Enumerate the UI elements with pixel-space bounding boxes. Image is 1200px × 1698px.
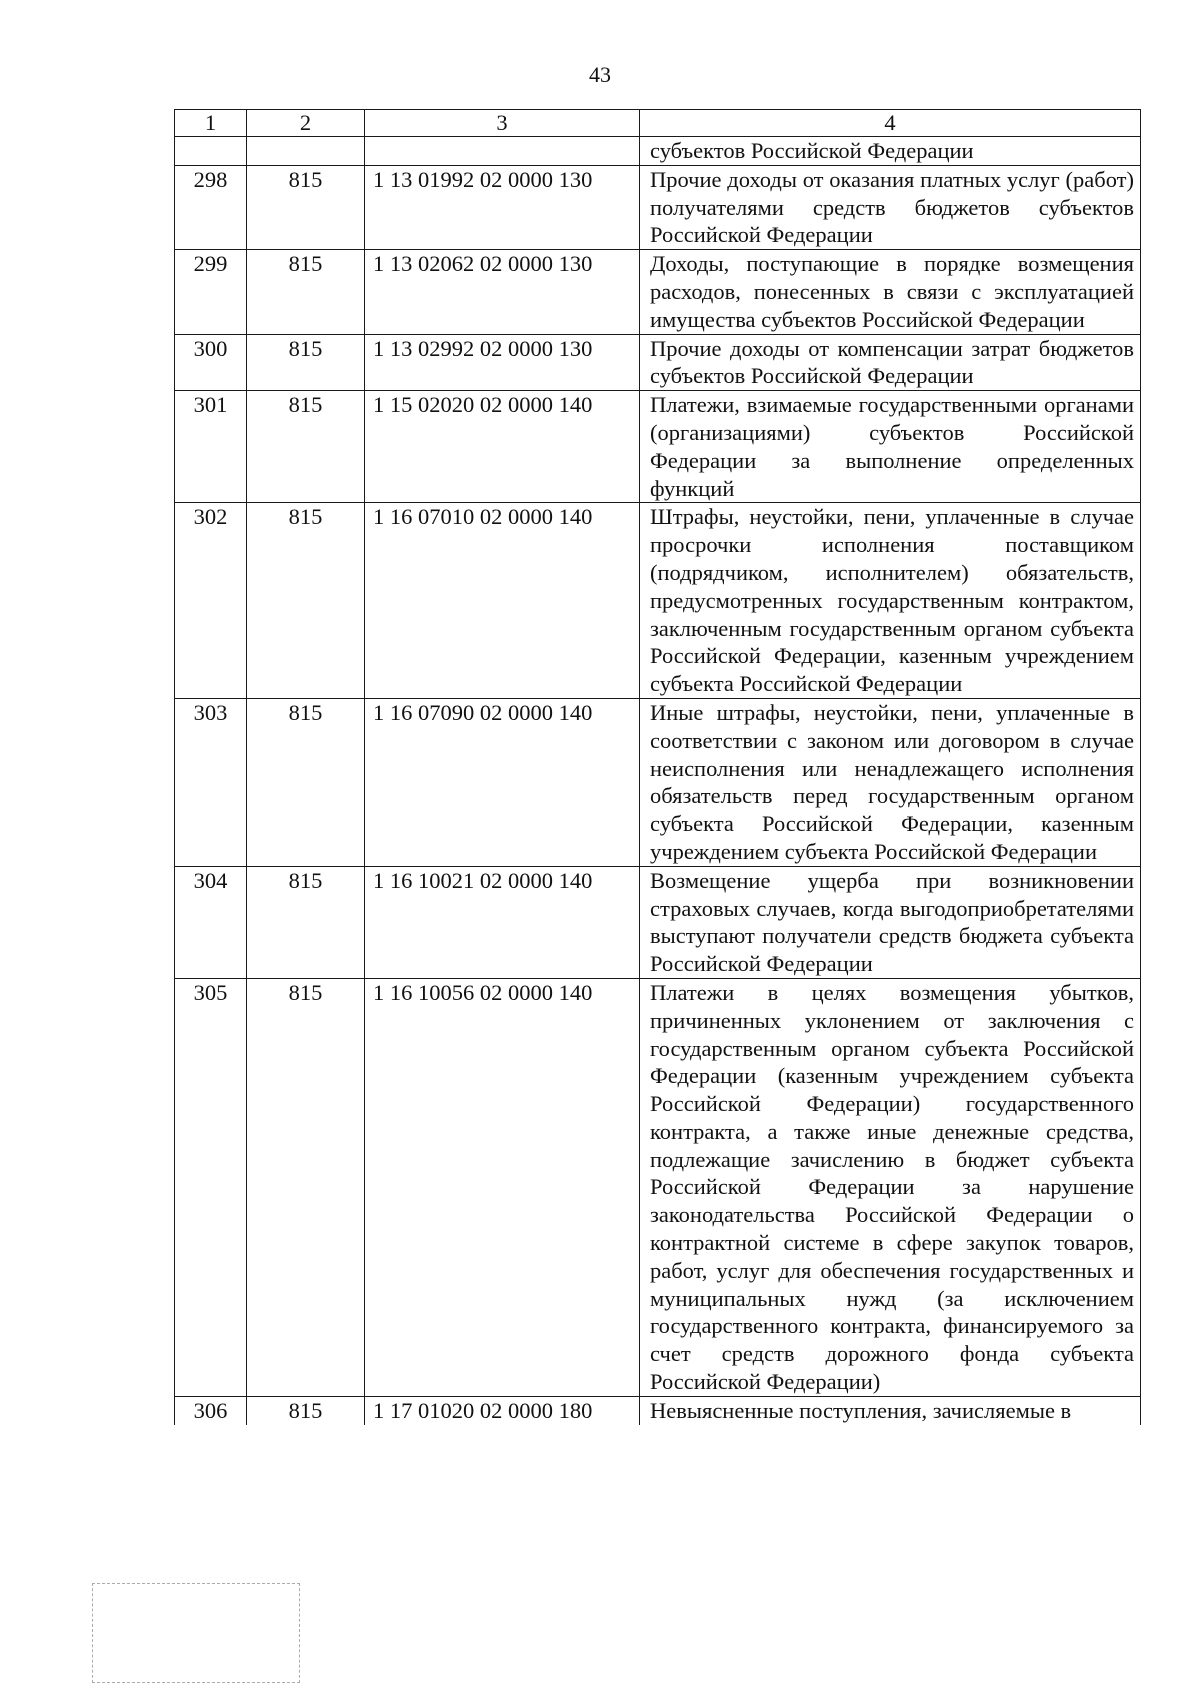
revenue-description: Иные штрафы, неустойки, пени, уплаченные в соответствии с законом или договором в случае неисполнения или ненадлежащего исполнения обязательств перед государственным органом субъекта Российской Федерации, казенным учреждением субъекта Российской Федерации (640, 698, 1141, 866)
revenue-description: Доходы, поступающие в порядке возмещения расходов, понесенных в связи с эксплуатацией имущества субъектов Российской Федерации (640, 250, 1141, 334)
revenue-code: 1 16 10021 02 0000 140 (365, 866, 640, 978)
row-number: 303 (175, 698, 247, 866)
admin-code: 815 (247, 866, 365, 978)
table-row (175, 503, 1141, 699)
row-number: 302 (175, 503, 247, 699)
table-row (175, 250, 1141, 334)
revenue-code: 1 17 01020 02 0000 180 (365, 1396, 640, 1424)
admin-code: 815 (247, 165, 365, 249)
revenue-code: 1 15 02020 02 0000 140 (365, 391, 640, 503)
admin-code: 815 (247, 503, 365, 699)
column-header: 2 (247, 110, 365, 137)
row-number: 299 (175, 250, 247, 334)
revenue-description: Возмещение ущерба при возникновении страховых случаев, когда выгодоприобретателями выступают получатели средств бюджета субъекта Российской Федерации (640, 866, 1141, 978)
revenue-description: Платежи, взимаемые государственными органами (организациями) субъектов Российской Федерации за выполнение определенных функций (640, 391, 1141, 503)
table-row (175, 698, 1141, 866)
row-number: 301 (175, 391, 247, 503)
column-header: 4 (640, 110, 1141, 137)
table-header-row (175, 110, 1141, 137)
revenue-description: Невыясненные поступления, зачисляемые в (640, 1396, 1141, 1424)
row-number: 306 (175, 1396, 247, 1424)
admin-code: 815 (247, 698, 365, 866)
table-row (175, 1396, 1141, 1424)
revenue-description: Штрафы, неустойки, пени, уплаченные в случае просрочки исполнения поставщиком (подрядчиком, исполнителем) обязательств, предусмотренных государственным контрактом, заключенным государственным органом субъекта Российской Федерации, казенным учреждением субъекта Российской Федерации (640, 503, 1141, 699)
page-number: 43 (589, 62, 611, 87)
admin-code: 815 (247, 250, 365, 334)
revenue-code: 1 16 07090 02 0000 140 (365, 698, 640, 866)
revenue-description: Платежи в целях возмещения убытков, причиненных уклонением от заключения с государственным органом субъекта Российской Федерации (казенным учреждением субъекта Российской Федерации) государственного контракта, а также иные денежные средства, подлежащие зачислению в бюджет субъекта Российской Федерации за нарушение законодательства Российской Федерации о контрактной системе в сфере закупок товаров, работ, услуг для обеспечения государственных и муниципальных нужд (за исключением государственного контракта, финансируемого за счет средств дорожного фонда субъекта Российской Федерации) (640, 978, 1141, 1396)
row-number: 305 (175, 978, 247, 1396)
revenue-description: Прочие доходы от оказания платных услуг (работ) получателями средств бюджетов субъектов Российской Федерации (640, 165, 1141, 249)
revenue-code: 1 13 01992 02 0000 130 (365, 165, 640, 249)
table-row (175, 391, 1141, 503)
admin-code: 815 (247, 334, 365, 391)
table-row (175, 165, 1141, 249)
row-number: 300 (175, 334, 247, 391)
revenue-description: Прочие доходы от компенсации затрат бюджетов субъектов Российской Федерации (640, 334, 1141, 391)
admin-code: 815 (247, 978, 365, 1396)
continuation-row (175, 137, 1141, 166)
admin-code: 815 (247, 1396, 365, 1424)
column-header: 3 (365, 110, 640, 137)
revenue-code: 1 13 02992 02 0000 130 (365, 334, 640, 391)
revenue-code: 1 16 10056 02 0000 140 (365, 978, 640, 1396)
row-number: 298 (175, 165, 247, 249)
table-row (175, 334, 1141, 391)
table-row (175, 978, 1141, 1396)
revenue-code: 1 16 07010 02 0000 140 (365, 503, 640, 699)
faded-registration-stamp (92, 1583, 300, 1683)
column-header: 1 (175, 110, 247, 137)
admin-code: 815 (247, 391, 365, 503)
row-number: 304 (175, 866, 247, 978)
table-row (175, 866, 1141, 978)
continuation-text: субъектов Российской Федерации (640, 137, 1141, 166)
revenue-codes-table (174, 109, 1141, 1425)
revenue-code: 1 13 02062 02 0000 130 (365, 250, 640, 334)
